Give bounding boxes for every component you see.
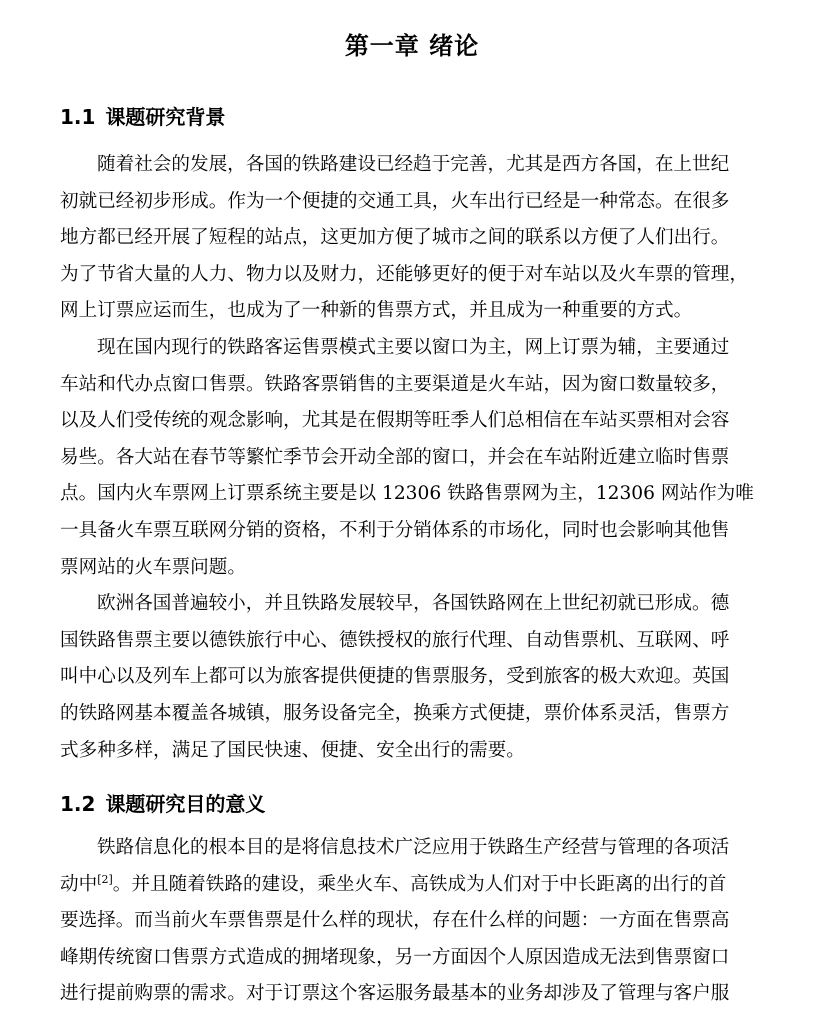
text-line: 地方都已经开展了短程的站点，这更加方便了城市之间的联系以方便了人们出行。: [60, 227, 730, 249]
section-body-1-1: [60, 147, 760, 769]
text-line: 叫中心以及列车上都可以为旅客提供便捷的售票服务，受到旅客的极大欢迎。英国: [60, 666, 730, 688]
text-line: 初就已经初步形成。作为一个便捷的交通工具，火车出行已经是一种常态。在很多: [60, 190, 730, 212]
text-line: 式多种多样，满足了国民快速、便捷、安全出行的需要。: [60, 739, 525, 761]
text-line: 随着社会的发展，各国的铁路建设已经趋于完善，尤其是西方各国，在上世纪: [97, 154, 730, 175]
text-line: 点。国内火车票网上订票系统主要是以 12306 铁路售票网为主，12306 网站作为唯: [60, 483, 754, 505]
text-line: 网上订票应运而生，也成为了一种新的售票方式，并且成为一种重要的方式。: [60, 300, 693, 322]
text-line: 国铁路售票主要以德铁旅行中心、德铁授权的旅行代理、自动售票机、互联网、呼: [60, 629, 730, 651]
section-title: 课题研究背景: [105, 105, 226, 129]
section-heading-1-1: [60, 102, 760, 132]
text-line: 现在国内现行的铁路客运售票模式主要以窗口为主，网上订票为辅，主要通过: [97, 336, 730, 358]
text-fragment: 动中: [60, 873, 98, 895]
text-line: 欧洲各国普遍较小，并且铁路发展较早，各国铁路网在上世纪初就已形成。德: [97, 593, 730, 615]
citation-reference[interactable]: [2]: [97, 872, 113, 886]
text-line-with-citation: [60, 867, 760, 904]
text-line: 车站和代办点窗口售票。铁路客票销售的主要渠道是火车站，因为窗口数量较多，: [60, 373, 730, 395]
section-number: 1.2: [60, 792, 96, 816]
text-line: 的铁路网基本覆盖各城镇，服务设备完全，换乘方式便捷，票价体系灵活，售票方: [60, 702, 730, 724]
text-line: 一具备火车票互联网分销的资格，不利于分销体系的市场化，同时也会影响其他售: [60, 519, 730, 541]
section-heading-1-2: [60, 789, 760, 819]
text-line: 峰期传统窗口售票方式造成的拥堵现象，另一方面因个人原因造成无法到售票窗口: [60, 946, 730, 968]
text-line: 进行提前购票的需求。对于订票这个客运服务最基本的业务却涉及了管理与客户服: [60, 983, 730, 1005]
text-line: 易些。各大站在春节等繁忙季节会开动全部的窗口，并会在车站附近建立临时售票: [60, 446, 730, 468]
chapter-title: 第一章 绪论: [344, 32, 480, 60]
section-title: 课题研究目的意义: [105, 792, 266, 816]
section-number: 1.1: [60, 105, 96, 129]
section-body-1-2: [60, 830, 760, 1013]
text-line: 铁路信息化的根本目的是将信息技术广泛应用于铁路生产经营与管理的各项活: [97, 837, 730, 858]
text-line: 票网站的火车票问题。: [60, 556, 246, 578]
text-line: 要选择。而当前火车票售票是什么样的现状，存在什么样的问题：一方面在售票高: [60, 910, 730, 932]
text-line: 以及人们受传统的观念影响，尤其是在假期等旺季人们总相信在车站买票相对会容: [60, 410, 730, 432]
text-fragment: 。并且随着铁路的建设，乘坐火车、高铁成为人们对于中长距离的出行的首: [112, 873, 727, 895]
text-line: 为了节省大量的人力、物力以及财力，还能够更好的便于对车站以及火车票的管理，: [60, 263, 748, 285]
